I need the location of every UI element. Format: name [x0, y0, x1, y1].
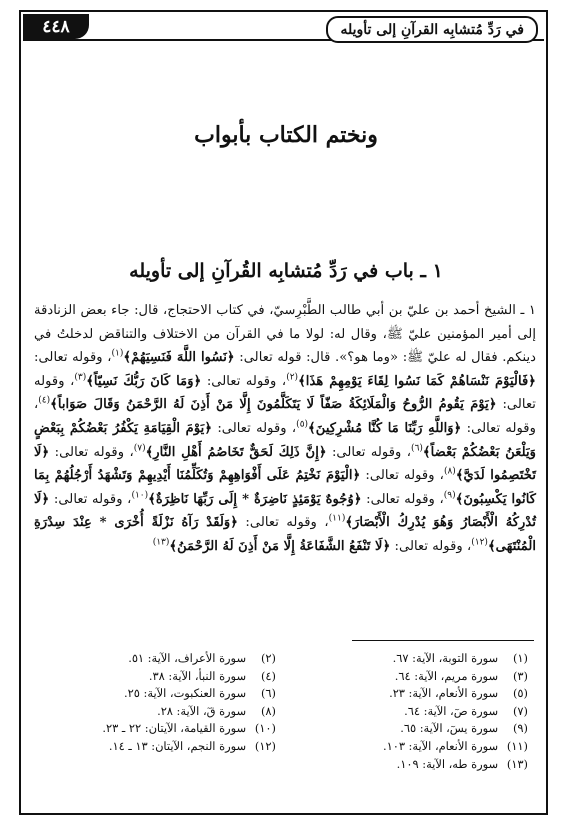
- footnote: [294, 703, 528, 721]
- connector-text: ، وقوله تعالى:: [217, 420, 297, 436]
- footnote: [294, 668, 528, 686]
- footnote: [42, 738, 276, 756]
- footnote: [294, 756, 528, 774]
- footnote-text: سورة الأنعام، الآية: ١٠٣.: [382, 738, 498, 753]
- footnote: [294, 720, 528, 738]
- footnote-number: (١٠): [254, 721, 276, 736]
- footnote-number: (٦): [260, 686, 276, 701]
- footnote-text: سورة العنكبوت، الآية: ٢٥.: [124, 686, 246, 701]
- connector-text: ، وقوله تعالى:: [206, 373, 287, 389]
- narration-text: ١ ـ الشيخ أحمد بن عليّ بن أبي طالب الطَّبْرِسيّ، في كتاب الاحتجاج، قال: جاء بعض الزنادقة إلى أمير المؤمنين عليّ ﷺ، وقال له: لولا ما في القرآن من الاختلاف والتناقض لدخلتُ في دينكم. فقال له عليّ ﷺ: «وما هو؟». قال: قوله تعالى:: [34, 303, 536, 366]
- footnote-text: سورة مريم، الآية: ٦٤.: [394, 668, 498, 683]
- connector-text: ، وقوله تعالى:: [331, 444, 412, 460]
- footnote-divider: [352, 640, 534, 641]
- footnote-number: (١٣): [506, 756, 528, 771]
- footnote-ref: (١٢): [471, 537, 488, 548]
- verse: ﴿وَاللَّهِ رَبِّنَا مَا كُنَّا مُشْرِكِينَ﴾: [308, 420, 462, 436]
- footnote-number: (١٢): [254, 738, 276, 753]
- footnote-text: سورة الأنعام، الآية: ٢٣.: [389, 686, 498, 701]
- chapter-title: ١ ـ باب في رَدِّ مُتشابِه القُرآنِ إلى تأويله: [129, 260, 443, 282]
- connector-text: ، وقوله تعالى:: [365, 468, 444, 484]
- hadith-text: [34, 299, 536, 559]
- footnote-number: (٧): [512, 703, 528, 718]
- footnote: [294, 650, 528, 668]
- footnote: [42, 650, 276, 668]
- connector-text: ، وقوله تعالى:: [245, 515, 329, 531]
- footnote: [42, 703, 276, 721]
- footnote: [42, 720, 276, 738]
- footnote: [294, 685, 528, 703]
- running-title: في رَدِّ مُتشابِه القرآنِ إلى تأويله: [326, 16, 538, 43]
- footnote-number: (٣): [512, 668, 528, 683]
- footnote-text: سورة الأعراف، الآية: ٥١.: [128, 651, 246, 665]
- footnote-text: سورة القيامة، الآيتان: ٢٢ ـ ٢٣.: [102, 721, 246, 736]
- verse: ﴿وُجُوهٌ يَوْمَئِذٍ نَاضِرَةٌ * إِلَى رَبِّهَا نَاظِرَةٌ﴾: [148, 491, 362, 507]
- running-header: [23, 14, 544, 41]
- footnote-number: (٩): [512, 721, 528, 736]
- connector-text: ، وقوله تعالى:: [394, 538, 472, 554]
- footnote-ref: (١١): [328, 513, 346, 524]
- footnote-number: (٥): [512, 686, 528, 701]
- verse: ﴿وَلَقَدْ رَآهُ نَزْلَةً أُخْرَى * عِنْدَ سِدْرَةِ الْمُنْتَهَى﴾: [34, 515, 536, 554]
- verse: ﴿يَوْمَ الْقِيَامَةِ يَكْفُرُ بَعْضُكُمْ بِبَعْضٍ وَيَلْعَنُ بَعْضُكُمْ بَعْضاً﴾: [34, 420, 537, 460]
- verse: ﴿وَمَا كَانَ رَبُّكَ نَسِيّاً﴾: [86, 373, 202, 389]
- footnote-number: (١): [512, 651, 528, 665]
- footnote-ref: (٦): [411, 443, 423, 454]
- footnote-ref: (٩): [443, 490, 456, 501]
- verse: ﴿لَا تَخْتَصِمُوا لَدَيَّ﴾: [34, 444, 536, 484]
- footnote: [294, 738, 528, 756]
- paragraph: [34, 299, 536, 559]
- verse: ﴿الْيَوْمَ نَخْتِمُ عَلَى أَفْوَاهِهِمْ وَتُكَلِّمُنَا أَيْدِيهِمْ وَتَشْهَدُ أَرْجُلُهُمْ بِمَا كَانُوا يَكْسِبُونَ﴾: [34, 468, 537, 507]
- footnote-number: (٢): [260, 651, 276, 665]
- verse: ﴿لَا تَنْفَعُ الشَّفَاعَةُ إِلَّا مَنْ أَذِنَ لَهُ الرَّحْمَنُ﴾: [169, 538, 391, 554]
- connector-text: ، وقوله تعالى:: [34, 397, 536, 436]
- footnote-number: (٨): [260, 703, 276, 718]
- footnotes: [42, 650, 528, 773]
- verse: ﴿فَالْيَوْمَ نَنْسَاهُمْ كَمَا نَسُوا لِقَاءَ يَوْمِهِمْ هَذَا﴾: [298, 373, 537, 389]
- footnote: [42, 668, 276, 686]
- footnote-ref: (١٠): [131, 490, 149, 501]
- connector-text: ، وقوله تعالى:: [34, 373, 536, 413]
- connector-text: ، وقوله تعالى:: [53, 491, 132, 507]
- connector-text: ، وقوله تعالى:: [366, 491, 444, 507]
- footnote-ref: (٥): [296, 419, 309, 430]
- verse: ﴿إِنَّ ذَلِكَ لَحَقٌّ تَخَاصُمُ أَهْلِ النَّارِ﴾: [145, 444, 327, 460]
- verse: ﴿لَا تُدْرِكُهُ الْأَبْصَارُ وَهُوَ يُدْرِكُ الْأَبْصَارَ﴾: [34, 491, 536, 531]
- footnote-text: سورة التوبة، الآية: ٦٧.: [392, 651, 498, 665]
- footnote-number: (١١): [506, 738, 528, 753]
- verse: ﴿نَسُوا اللَّهَ فَنَسِيَهُمْ﴾: [123, 350, 235, 366]
- footnote-ref: (٤): [38, 395, 51, 406]
- connector-text: ، وقوله تعالى:: [54, 444, 134, 460]
- footnote-ref: (٣): [74, 372, 87, 383]
- footnote-text: سورة النبأ، الآية: ٣٨.: [148, 668, 246, 683]
- section-heading: ونختم الكتاب بأبواب: [194, 122, 378, 148]
- connector-text: ، وقوله تعالى:: [34, 350, 112, 366]
- footnote-number: (٤): [260, 668, 276, 683]
- footnote-ref: (٧): [133, 443, 146, 454]
- page-number: ٤٤٨: [23, 14, 89, 39]
- footnote-ref: (٨): [443, 466, 456, 477]
- footnote-ref: (٢): [286, 372, 299, 383]
- footnote-text: سورة النجم، الآيتان: ١٣ ـ ١٤.: [108, 738, 246, 753]
- footnote: [42, 685, 276, 703]
- footnote-ref: (١): [111, 348, 124, 359]
- footnote-text: سورة صٓ، الآية: ٦٤.: [404, 703, 498, 718]
- footnote-text: سورة طه، الآية: ١٠٩.: [396, 756, 498, 771]
- verse: ﴿يَوْمَ يَقُومُ الرُّوحُ وَالْمَلَائِكَةُ صَفّاً لَا يَتَكَلَّمُونَ إِلَّا مَنْ أَذِنَ لَهُ الرَّحْمَنُ وَقَالَ صَوَاباً﴾: [50, 397, 497, 413]
- footnote-text: سورة يسٓ، الآية: ٦٥.: [400, 721, 498, 736]
- footnote-ref: (١٣): [152, 537, 170, 548]
- footnote-text: سورة قٓ، الآية: ٢٨.: [157, 703, 246, 718]
